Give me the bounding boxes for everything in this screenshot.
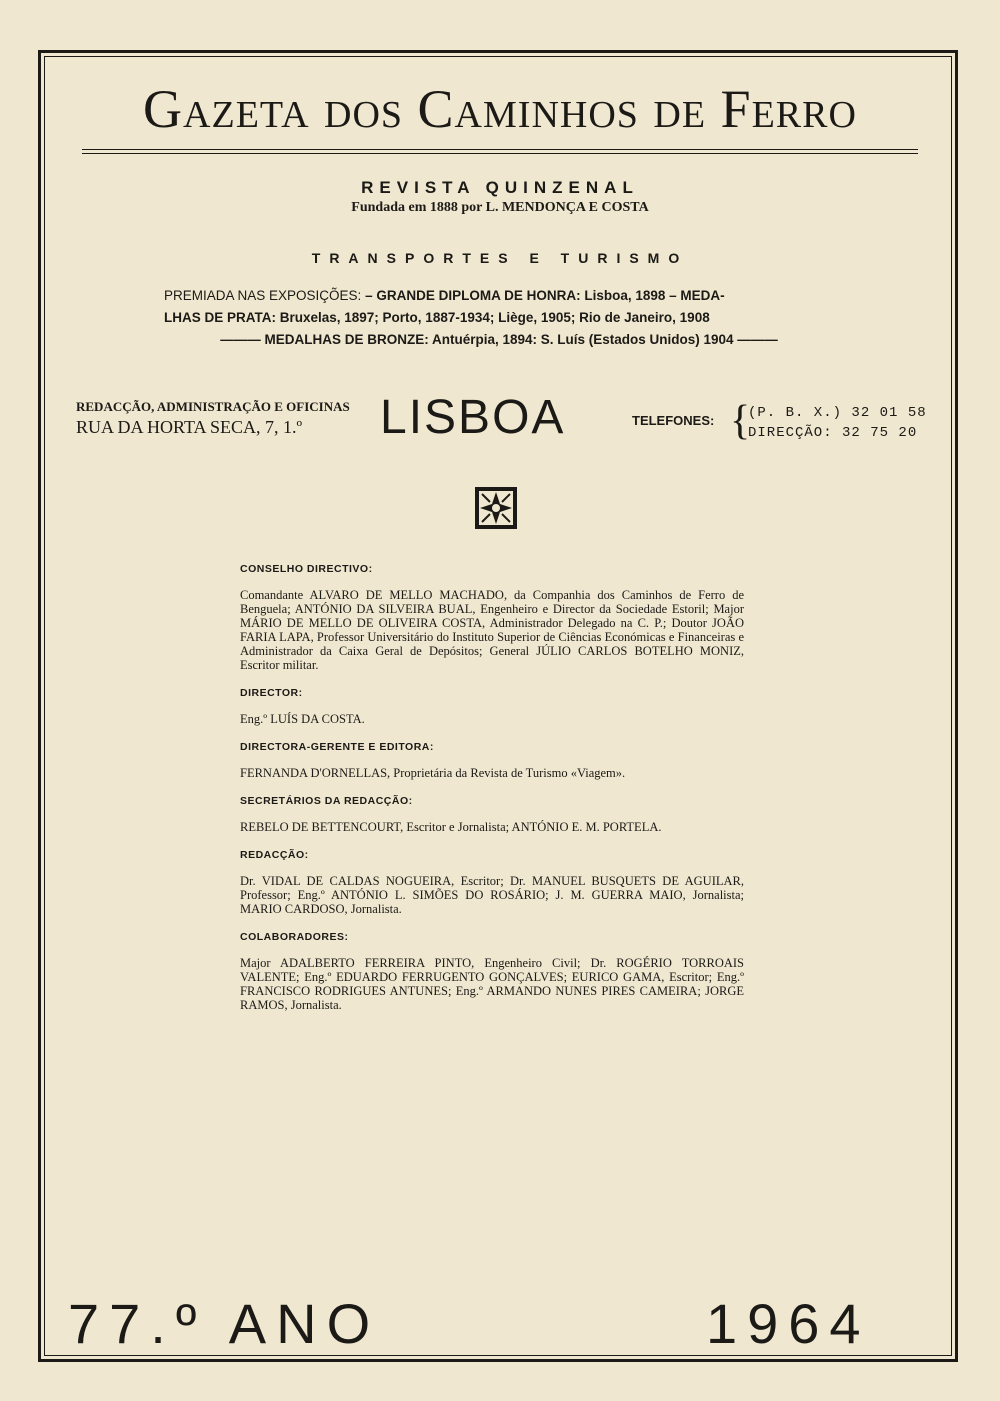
section-body-redaccao: Dr. VIDAL DE CALDAS NOGUEIRA, Escritor; Dr. MANUEL BUSQUETS DE AGUILAR, Professor; Eng.º ANTÓNIO L. SIMÕES DO ROSÁRIO; J. M. GUERRA MAIO, Jornalista; MARIO CARDOSO, Jornalista. bbox=[240, 874, 744, 916]
section-body-colaboradores: Major ADALBERTO FERREIRA PINTO, Engenheiro Civil; Dr. ROGÉRIO TORROAIS VALENTE; Eng.º EDUARDO FERRUGENTO GONÇALVES; EURICO GAMA, Escritor; Eng.º FRANCISCO RODRIGUES ANTUNES; Eng.º ARMANDO NUNES PIRES CAMEIRA; JORGE RAMOS, Jornalista. bbox=[240, 956, 744, 1012]
publication-year: 1964 bbox=[706, 1292, 871, 1355]
awards-block bbox=[164, 285, 834, 351]
section-heading-colaboradores: COLABORADORES: bbox=[240, 931, 349, 943]
address-block bbox=[76, 399, 350, 438]
title-rule-secondary bbox=[82, 153, 918, 154]
section-body-secretarios: REBELO DE BETTENCOURT, Escritor e Jornalista; ANTÓNIO E. M. PORTELA. bbox=[240, 820, 662, 834]
topic-heading: TRANSPORTES E TURISMO bbox=[311, 250, 689, 266]
subtitle: REVISTA QUINZENAL bbox=[361, 178, 639, 197]
section-heading-gerente: DIRECTORA-GERENTE E EDITORA: bbox=[240, 741, 434, 753]
section-body-conselho: Comandante ALVARO DE MELLO MACHADO, da Companhia dos Caminhos de Ferro de Benguela; ANTÓNIO DA SILVEIRA BUAL, Engenheiro e Director da Sociedade Estoril; Major MÁRIO DE MELLO DE OLIVEIRA COSTA, Administrador Delegado na C. P.; Doutor JOÃO FARIA LAPA, Professor Universitário do Instituto Superior de Ciências Económicas e Financeiras e Administrador da Caixa Geral de Depósitos; General JÚLIO CARLOS BOTELHO MONIZ, Escritor militar. bbox=[240, 588, 744, 672]
section-heading-redaccao: REDACÇÃO: bbox=[240, 849, 309, 861]
phones-label: TELEFONES: bbox=[632, 413, 715, 428]
section-body-gerente: FERNANDA D'ORNELLAS, Proprietária da Revista de Turismo «Viagem». bbox=[240, 766, 626, 780]
staff-list bbox=[240, 562, 744, 1026]
awards-line-1-rest: – GRANDE DIPLOMA DE HONRA: Lisboa, 1898 – MEDA- bbox=[361, 288, 725, 303]
awards-line-3: ——— MEDALHAS DE BRONZE: Antuérpia, 1894: S. Luís (Estados Unidos) 1904 ——— bbox=[220, 332, 778, 347]
section-heading-director: DIRECTOR: bbox=[240, 687, 303, 699]
phone-direccao: DIRECÇÃO: 32 75 20 bbox=[748, 425, 918, 441]
ornament-icon bbox=[474, 486, 518, 530]
volume-year-label: 77.º ANO bbox=[68, 1292, 381, 1355]
founded-line: Fundada em 1888 por L. MENDONÇA E COSTA bbox=[351, 200, 649, 215]
city-name: LISBOA bbox=[380, 391, 566, 444]
publication-title: Gazeta dos Caminhos de Ferro bbox=[143, 79, 857, 139]
section-heading-conselho: CONSELHO DIRECTIVO: bbox=[240, 563, 373, 575]
awards-line-2: LHAS DE PRATA: Bruxelas, 1897; Porto, 1887-1934; Liège, 1905; Rio de Janeiro, 1908 bbox=[164, 310, 710, 325]
phone-pbx: (P. B. X.) 32 01 58 bbox=[748, 405, 927, 421]
section-heading-secretarios: SECRETÁRIOS DA REDACÇÃO: bbox=[240, 795, 413, 807]
title-rule bbox=[82, 149, 918, 150]
brace-symbol: { bbox=[730, 398, 751, 444]
phones-block bbox=[748, 403, 927, 443]
section-body-director: Eng.º LUÍS DA COSTA. bbox=[240, 712, 365, 726]
address-label: REDACÇÃO, ADMINISTRAÇÃO E OFICINAS bbox=[76, 399, 350, 414]
address-street: RUA DA HORTA SECA, 7, 1.º bbox=[76, 417, 303, 437]
awards-line-1 bbox=[164, 285, 834, 307]
awards-label: PREMIADA NAS EXPOSIÇÕES: bbox=[164, 288, 362, 303]
